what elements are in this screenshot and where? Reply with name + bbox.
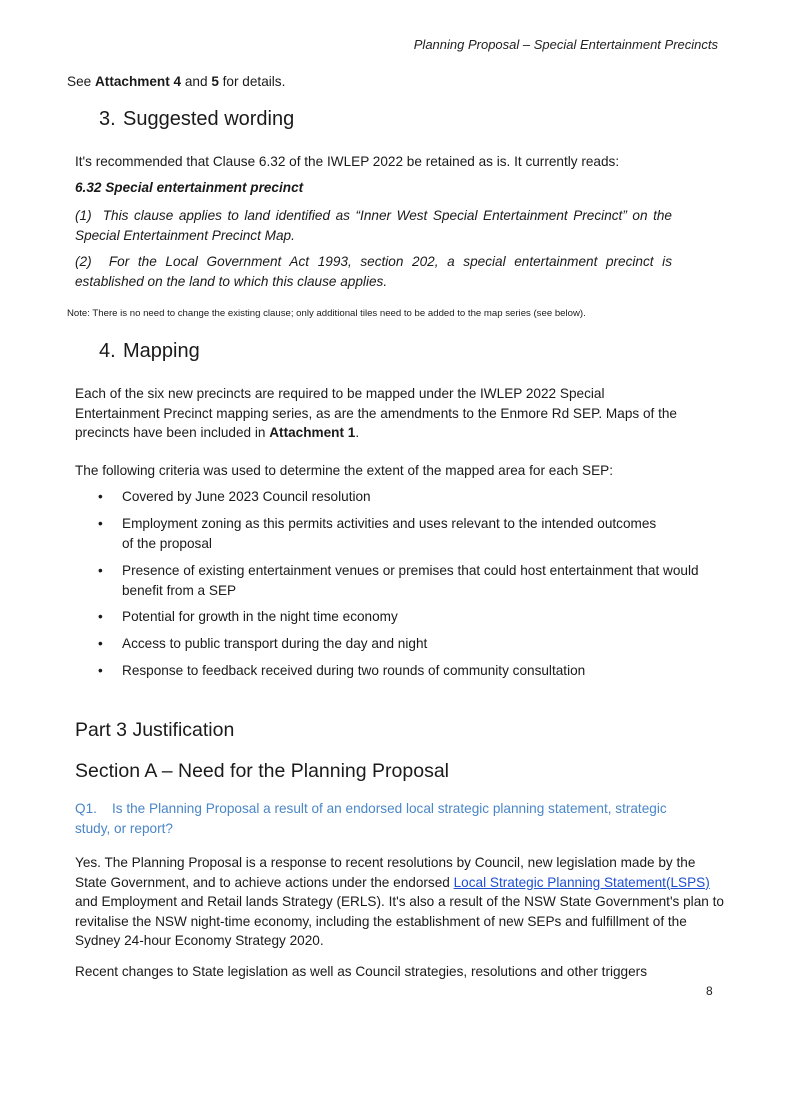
subsection-1-text: This clause applies to land identified as “Inner West Special Entertainment Precinct” on the Special Entertainment Precinct Map. bbox=[75, 208, 672, 243]
answer-paragraph bbox=[75, 853, 725, 951]
question-1-text: Is the Planning Proposal a result of an endorsed local strategic planning statement, strategic study, or report? bbox=[75, 801, 667, 836]
bullet-icon: • bbox=[98, 489, 103, 504]
criteria-item bbox=[98, 634, 702, 654]
criteria-text: Presence of existing entertainment venues or premises that could host entertainment that would benefit from a SEP bbox=[122, 563, 699, 598]
mapping-paragraph bbox=[75, 384, 687, 443]
bullet-icon: • bbox=[98, 609, 103, 624]
criteria-item bbox=[98, 514, 662, 553]
page-number: 8 bbox=[706, 984, 713, 998]
attachment-1-ref: Attachment 1 bbox=[269, 425, 356, 440]
section-4-heading bbox=[99, 340, 200, 363]
attachment-5-ref: 5 bbox=[211, 74, 219, 89]
bullet-icon: • bbox=[98, 563, 103, 578]
criteria-item bbox=[98, 487, 702, 507]
section-4-title: Mapping bbox=[123, 340, 200, 362]
section-3-number: 3. bbox=[99, 108, 116, 130]
criteria-text: Employment zoning as this permits activities and uses relevant to the intended outcomes of the proposal bbox=[122, 516, 657, 551]
note-text: Note: There is no need to change the existing clause; only additional tiles need to be added to the map series (see below). bbox=[67, 308, 586, 319]
subsection-1-number: (1) bbox=[75, 208, 92, 223]
bullet-icon: • bbox=[98, 636, 103, 651]
page-header: Planning Proposal – Special Entertainment Precincts bbox=[413, 37, 718, 52]
criteria-text: Covered by June 2023 Council resolution bbox=[122, 489, 371, 504]
recent-changes-paragraph: Recent changes to State legislation as well as Council strategies, resolutions and other triggers bbox=[75, 964, 648, 979]
section-a-heading: Section A – Need for the Planning Proposal bbox=[75, 760, 450, 782]
see-attachment-line bbox=[67, 72, 285, 92]
criteria-item bbox=[98, 561, 702, 600]
attachment-4-ref: Attachment 4 bbox=[94, 74, 182, 89]
question-1 bbox=[75, 799, 675, 838]
bullet-icon: • bbox=[98, 663, 103, 678]
lsps-link[interactable]: Local Strategic Planning Statement(LSPS) bbox=[453, 874, 710, 890]
bullet-icon: • bbox=[98, 516, 103, 531]
mapping-text: Each of the six new precincts are required to be mapped under the IWLEP 2022 Special Entertainment Precinct mapping series, as are the amendments to the Enmore Rd SEP. Maps of the precincts have been included in bbox=[75, 386, 677, 440]
mapping-period: . bbox=[355, 425, 360, 440]
and-text: and bbox=[181, 74, 212, 89]
see-text: See bbox=[67, 74, 95, 89]
question-1-number: Q1. bbox=[75, 801, 97, 816]
details-text: for details. bbox=[218, 74, 286, 89]
subsection-2-text: For the Local Government Act 1993, section 202, a special entertainment precinct is established on the land to which this clause applies. bbox=[75, 254, 672, 289]
criteria-item bbox=[98, 661, 702, 681]
part-3-heading: Part 3 Justification bbox=[75, 719, 235, 741]
answer-text-end: and Employment and Retail lands Strategy (ERLS). It's also a result of the NSW State Government's plan to revitalise the NSW night-time economy, including the establishment of new SEPs and fulfillment of the Sydney 24-hour Economy Strategy 2020. bbox=[75, 894, 724, 948]
criteria-text: Response to feedback received during two rounds of community consultation bbox=[122, 663, 586, 678]
clause-title: 6.32 Special entertainment precinct bbox=[75, 180, 304, 195]
subsection-2-number: (2) bbox=[75, 254, 92, 269]
criteria-text: Access to public transport during the day and night bbox=[122, 636, 428, 651]
criteria-text: Potential for growth in the night time economy bbox=[122, 609, 398, 624]
section-3-title: Suggested wording bbox=[123, 108, 295, 130]
clause-subsection-2 bbox=[75, 252, 672, 291]
section-4-number: 4. bbox=[99, 340, 116, 362]
section-3-heading bbox=[99, 108, 294, 131]
clause-subsection-1 bbox=[75, 206, 672, 245]
intro-paragraph: It's recommended that Clause 6.32 of the IWLEP 2022 be retained as is. It currently reads: bbox=[75, 154, 620, 169]
criteria-intro: The following criteria was used to determine the extent of the mapped area for each SEP: bbox=[75, 463, 614, 478]
answer-text-start: Yes. The Planning Proposal is a response to recent resolutions by Council, new legislation made by the State Government, and to achieve actions under the endorsed bbox=[75, 855, 696, 890]
criteria-item bbox=[98, 607, 702, 627]
